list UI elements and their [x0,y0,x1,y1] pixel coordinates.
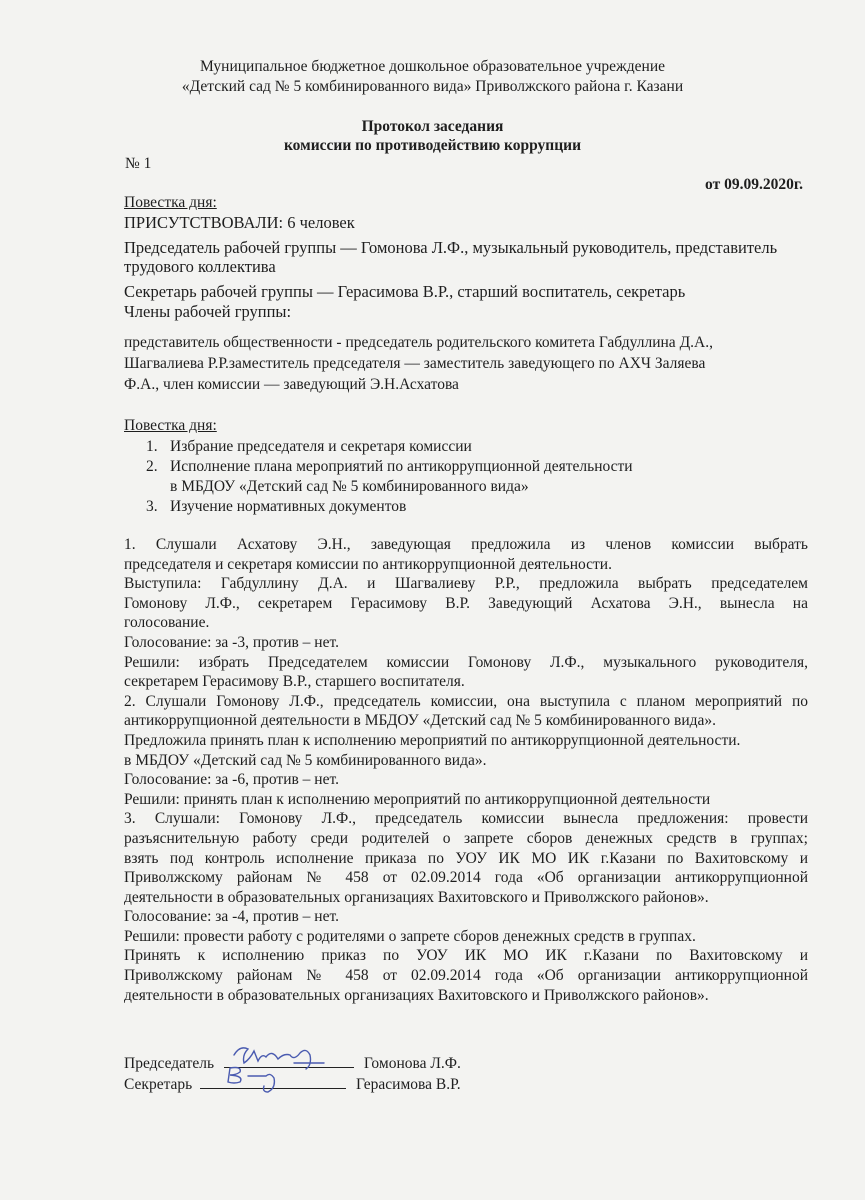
chair-signature-label: Председатель [124,1055,215,1072]
agenda-list [146,438,633,518]
secretary-signature-row [124,1072,461,1094]
minutes-body [124,536,808,1006]
body-line: Принять к исполнению приказ по УОУ ИК МО ИК г.Казани по Вахитовскому и [124,947,808,965]
secretary-signature-name: Герасимова В.Р. [355,1076,461,1093]
body-line: Голосование: за -3, против – нет. [124,633,339,651]
body-line: деятельности в образовательных организациях Вахитовского и Приволжского районов». [124,986,709,1004]
body-line: разъяснительную работу среди родителей о запрете сборов денежных средств в группах; [124,829,808,847]
body-line: в МБДОУ «Детский сад № 5 комбинированного вида». [124,751,487,769]
members-block [124,334,808,394]
org-name-line1: Муниципальное бюджетное дошкольное образовательное учреждение [200,58,665,75]
body-line: Приволжскому районам № 458 от 02.09.2014 года «Об организации антикоррупционной [124,869,808,887]
protocol-title: Протокол заседания [361,118,504,135]
body-line: деятельности в образовательных организациях Вахитовского и Приволжского районов». [124,888,709,906]
secretary-signature [200,1072,346,1089]
members-label: Члены рабочей группы: [124,302,292,321]
body-line: Решили: избрать Председателем комиссии Гомонову Л.Ф., музыкального руководителя, [124,653,808,671]
protocol-date: от 09.09.2020г. [705,176,803,193]
body-line: Гомонову Л.Ф., секретарем Герасимову В.Р. Заведующий Асхатова Э.Н., вынесла на [124,594,808,612]
agenda-item: 1. Избрание председателя и секретаря комиссии [146,438,472,455]
body-line: Предложила принять план к исполнению мероприятий по антикоррупционной деятельности. [124,731,741,749]
chair-line2: трудового коллектива [124,257,276,276]
body-line: Голосование: за -4, против – нет. [124,908,339,926]
present-count: ПРИСУТСТВОВАЛИ: 6 человек [124,213,355,232]
agenda-item: 2. Исполнение плана мероприятий по антикоррупционной деятельности [146,458,633,475]
secretary-signature-label: Секретарь [124,1076,193,1093]
body-line: Голосование: за -6, против – нет. [124,771,339,789]
body-line: взять под контроль исполнение приказа по УОУ ИК МО ИК г.Казани по Вахитовскому и [124,849,808,867]
protocol-subtitle: комиссии по противодействию коррупции [283,137,582,154]
agenda-item: 3. Изучение нормативных документов [146,498,407,515]
body-line: голосование. [124,614,210,632]
body-line: Решили: провести работу с родителями о запрете сборов денежных средств в группах. [124,927,696,945]
body-line: Выступила: Габдуллину Д.А. и Шагвалиеву Р.Р., предложила выбрать председателем [124,575,808,593]
chair-signature-name: Гомонова Л.Ф. [363,1055,461,1072]
secretary-line: Секретарь рабочей группы — Герасимова В.Р., старший воспитатель, секретарь [124,282,686,301]
body-line: 2. Слушали Гомонову Л.Ф., председатель комиссии, она выступила с планом мероприятий по [124,692,808,710]
agenda-item: в МБДОУ «Детский сад № 5 комбинированного вида» [170,478,529,495]
body-line: 3. Слушали: Гомонову Л.Ф., председатель комиссии вынесла предложения: провести [124,810,808,828]
members-line2: Шагвалиева Р.Р.заместитель председателя — заместитель заведующего по АХЧ Заляева [124,355,706,372]
members-line1: представитель общественности - председатель родительского комитета Габдуллина Д.А., [124,334,713,351]
org-name-line2: «Детский сад № 5 комбинированного вида» Приволжского района г. Казани [181,78,684,95]
body-line: председателя и секретаря комиссии по антикоррупционной деятельности. [124,555,612,573]
protocol-number: № 1 [125,155,152,172]
agenda-label: Повестка дня: [124,417,217,434]
body-line: 1. Слушали Асхатову Э.Н., заведующая предложила из членов комиссии выбрать [124,536,808,553]
body-line: секретарем Герасимову В.Р., старшего воспитателя. [124,673,465,691]
secretary-signature-icon [200,1062,346,1098]
members-line3: Ф.А., член комиссии — заведующий Э.Н.Асхатова [124,376,459,393]
body-line: Приволжскому районам № 458 от 02.09.2014 года «Об организации антикоррупционной [124,967,808,985]
body-line: Решили: принять план к исполнению мероприятий по антикоррупционной деятельности [124,790,711,808]
chair-line1: Председатель рабочей группы — Гомонова Л.Ф., музыкальный руководитель, представитель [124,238,778,257]
body-line: антикоррупционной деятельности в МБДОУ «Детский сад № 5 комбинированного вида». [124,712,717,730]
agenda-label-top: Повестка дня: [124,194,217,211]
